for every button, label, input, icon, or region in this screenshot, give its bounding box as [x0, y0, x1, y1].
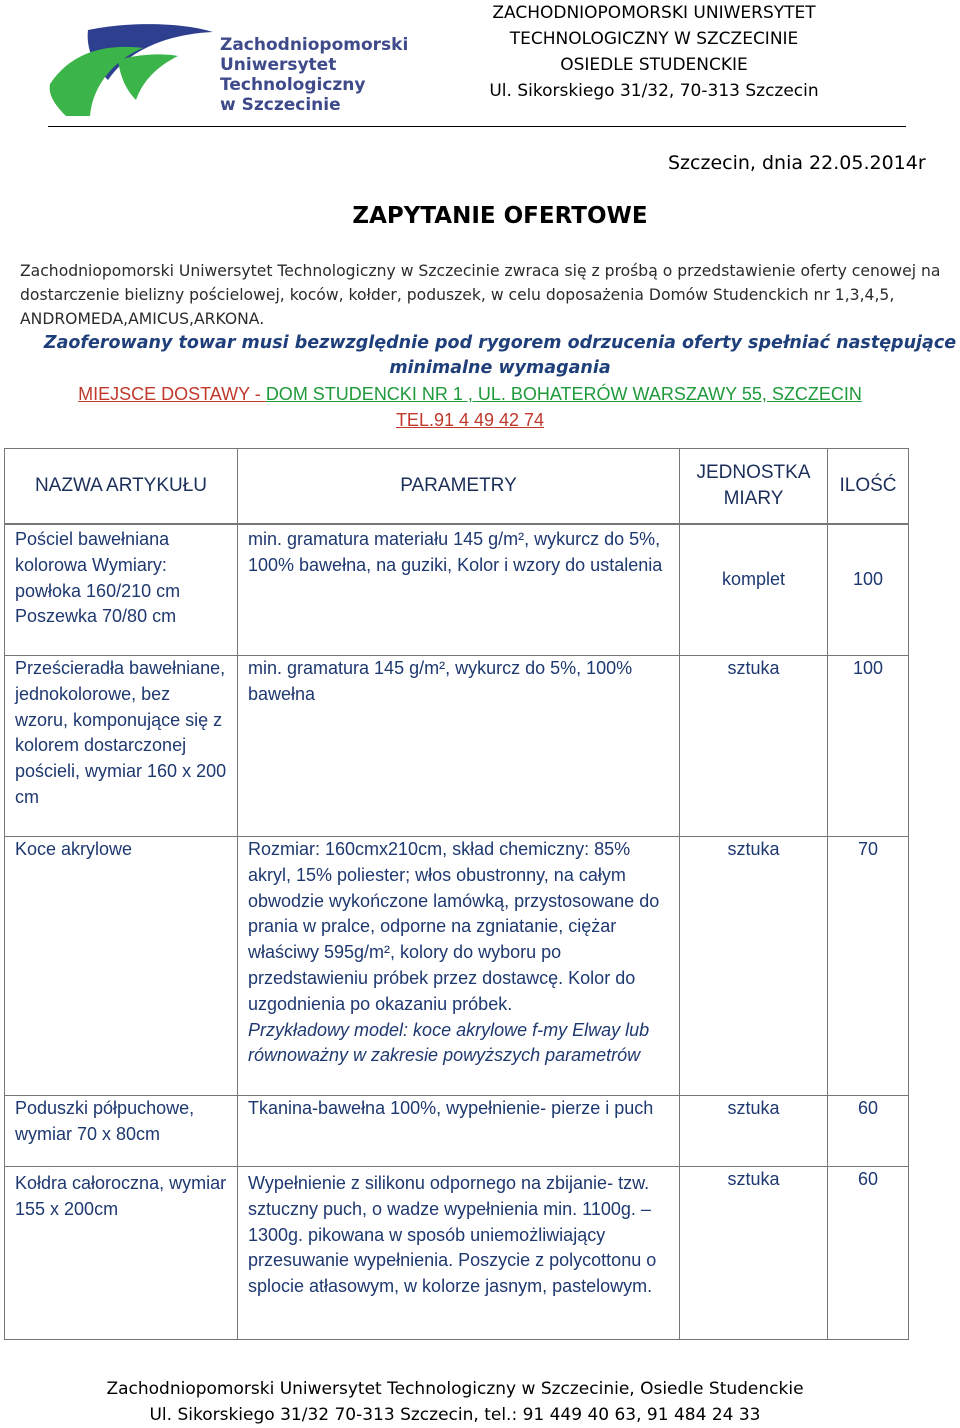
logo-text-line2: Uniwersytet: [220, 55, 337, 75]
header-line-2: TECHNOLOGICZNY W SZCZECINIE: [509, 29, 799, 49]
requirements-warning: Zaoferowany towar musi bezwzględnie pod rygorem odrzucenia oferty spełniać następujące minimalne wymagania: [43, 333, 957, 378]
document-date: Szczecin, dnia 22.05.2014r: [668, 152, 926, 174]
table-row: [5, 656, 909, 837]
row-name: Poduszki półpuchowe, wymiar 70 x 80cm: [5, 1096, 238, 1167]
row-qty: 60: [828, 1096, 909, 1167]
header-name: NAZWA ARTYKUŁU: [5, 449, 238, 524]
row-params-main: Rozmiar: 160cmx210cm, skład chemiczny: 85% akryl, 15% poliester; włos obustronny, na całym obwodzie wykończone lamówką, przystosowane do prania w pralce, odporne na zgniatanie, ciężar właściwy 595g/m², kolory do wyboru po przedstawieniu próbek przez dostawcę. Kolor do uzgodnienia po okazaniu próbek.: [248, 839, 660, 1014]
row-unit: sztuka: [680, 837, 828, 1096]
row-params: Wypełnienie z silikonu odpornego na zbijanie- tzw. sztuczny puch, o wadze wypełnienia min. 1100g. – 1300g. pikowana w sposób uniemożliwiający przesuwanie wypełnienia. Poszycie z polycottonu o splocie atłasowym, w kolorze jasnym, pastelowym.: [238, 1167, 680, 1340]
header-params: PARAMETRY: [238, 449, 680, 524]
table-row: [5, 1096, 909, 1167]
logo-text-line1: Zachodniopomorski: [220, 35, 409, 55]
page-footer: [0, 1376, 910, 1428]
logo-text-line4: w Szczecinie: [220, 95, 341, 115]
document-title: ZAPYTANIE OFERTOWE: [352, 203, 648, 229]
header-divider: [48, 126, 906, 127]
table-row: [5, 837, 909, 1096]
table-header-row: [5, 449, 909, 524]
header-qty: ILOŚĆ: [828, 449, 909, 524]
intro-paragraph: Zachodniopomorski Uniwersytet Technologiczny w Szczecinie zwraca się z prośbą o przedstawienie oferty cenowej na dostarczenie bielizny pościelowej, koców, kołder, poduszek, w celu doposażenia Domów Studenckich nr 1,3,4,5, ANDROMEDA,AMICUS,ARKONA.: [20, 262, 941, 328]
table-row: [5, 1167, 909, 1340]
table-row: [5, 525, 909, 656]
logo-graphic: [48, 20, 228, 120]
row-name: Prześcieradła bawełniane, jednokolorowe, bez wzoru, komponujące się z kolorem dostarczonej pościeli, wymiar 160 x 200 cm: [5, 656, 238, 837]
row-unit: sztuka: [680, 1167, 828, 1340]
row-params-example: Przykładowy model: koce akrylowe f-my Elway lub równoważny w zakresie powyższych parametrów: [248, 1019, 650, 1066]
row-params: min. gramatura materiału 145 g/m², wykurcz do 5%, 100% bawełna, na guziki, Kolor i wzory do ustalenia: [238, 525, 680, 656]
header-line-4: Ul. Sikorskiego 31/32, 70-313 Szczecin: [489, 81, 819, 101]
header-line-1: ZACHODNIOPOMORSKI UNIWERSYTET: [492, 3, 816, 23]
row-params: min. gramatura 145 g/m², wykurcz do 5%, 100% bawełna: [238, 656, 680, 837]
row-unit: komplet: [680, 525, 828, 656]
footer-line-1: Zachodniopomorski Uniwersytet Technologiczny w Szczecinie, Osiedle Studenckie: [106, 1379, 804, 1399]
delivery-address: DOM STUDENCKI NR 1 , UL. BOHATERÓW WARSZAWY 55, SZCZECIN: [265, 384, 862, 404]
logo-text-line3: Technologiczny: [220, 75, 366, 95]
university-logo: [48, 20, 408, 120]
row-qty: 100: [828, 525, 909, 656]
items-table: [4, 448, 909, 1340]
institution-header: [484, 0, 824, 104]
row-name: Koce akrylowe: [5, 837, 238, 1096]
delivery-label: MIEJSCE DOSTAWY -: [78, 384, 266, 404]
row-unit: sztuka: [680, 1096, 828, 1167]
row-name: Pościel bawełniana kolorowa Wymiary: powłoka 160/210 cm Poszewka 70/80 cm: [5, 525, 238, 656]
row-qty: 70: [828, 837, 909, 1096]
row-params: Tkanina-bawełna 100%, wypełnienie- pierze i puch: [238, 1096, 680, 1167]
row-name: Kołdra całoroczna, wymiar 155 x 200cm: [5, 1167, 238, 1340]
row-qty: 100: [828, 656, 909, 837]
header-unit: JEDNOSTKA MIARY: [680, 449, 828, 524]
row-unit: sztuka: [680, 656, 828, 837]
row-qty: 60: [828, 1167, 909, 1340]
row-params: [238, 837, 680, 1096]
delivery-tel: TEL.91 4 49 42 74: [395, 410, 545, 430]
delivery-place: [0, 381, 940, 433]
footer-line-2: Ul. Sikorskiego 31/32 70-313 Szczecin, tel.: 91 449 40 63, 91 484 24 33: [149, 1405, 761, 1425]
header-line-3: OSIEDLE STUDENCKIE: [560, 55, 748, 75]
